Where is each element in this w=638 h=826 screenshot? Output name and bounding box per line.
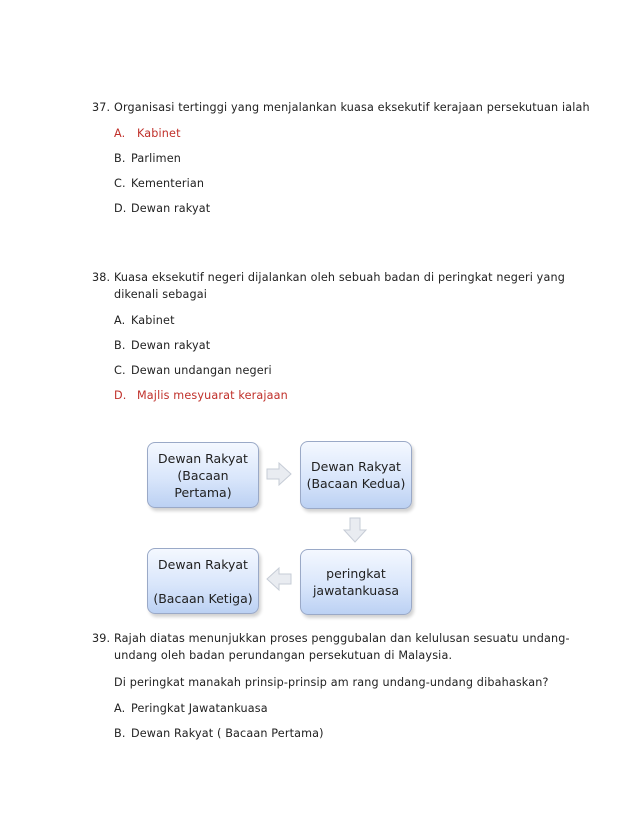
option-letter: B. <box>114 339 126 352</box>
question-number: 37. <box>92 101 111 114</box>
question-stem <box>92 630 592 664</box>
question-39 <box>92 630 592 741</box>
option-text: Dewan rakyat <box>131 339 211 352</box>
option-c[interactable] <box>114 363 592 378</box>
question-38 <box>92 269 592 403</box>
option-b[interactable] <box>114 726 592 741</box>
option-letter: B. <box>114 152 126 165</box>
question-text: Kuasa eksekutif negeri dijalankan oleh sebuah badan di peringkat negeri yang dikenali sebagai <box>114 271 565 301</box>
flow-box-committee-stage <box>300 549 412 615</box>
option-text: Dewan Rakyat ( Bacaan Pertama) <box>131 727 324 740</box>
question-stem <box>92 269 592 303</box>
flow-box-label: peringkat jawatankuasa <box>312 566 400 598</box>
question-number: 38. <box>92 271 111 284</box>
option-a[interactable] <box>114 701 592 716</box>
option-text: Dewan rakyat <box>131 202 211 215</box>
arrow-down-icon <box>342 517 368 543</box>
option-text: Dewan undangan negeri <box>131 364 272 377</box>
option-a[interactable] <box>114 126 592 141</box>
option-letter: A. <box>114 314 126 327</box>
option-c[interactable] <box>114 176 592 191</box>
option-text: Peringkat Jawatankuasa <box>131 702 268 715</box>
question-37 <box>92 99 592 216</box>
option-letter: B. <box>114 727 126 740</box>
flow-box-label: Dewan Rakyat (Bacaan Pertama) <box>158 450 248 500</box>
option-text: Parlimen <box>131 152 181 165</box>
option-d[interactable] <box>114 201 592 216</box>
flow-box-first-reading <box>147 442 259 508</box>
option-text: Kementerian <box>131 177 205 190</box>
question-stem <box>92 99 592 116</box>
flow-box-label: Dewan Rakyat (Bacaan Ketiga) <box>153 556 253 606</box>
option-text: Kabinet <box>131 314 175 327</box>
flow-box-label: Dewan Rakyat (Bacaan Kedua) <box>306 459 406 491</box>
option-a[interactable] <box>114 313 592 328</box>
question-text: Rajah diatas menunjukkan proses penggubalan dan kelulusan sesuatu undang-undang oleh badan perundangan persekutuan di Malaysia. <box>114 632 570 662</box>
option-b[interactable] <box>114 151 592 166</box>
question-text: Organisasi tertinggi yang menjalankan kuasa eksekutif kerajaan persekutuan ialah <box>114 101 590 114</box>
option-text: Majlis mesyuarat kerajaan <box>137 389 288 402</box>
question-number: 39. <box>92 632 111 645</box>
option-d[interactable] <box>114 388 592 403</box>
arrow-right-icon <box>266 461 292 487</box>
option-letter: A. <box>114 127 126 140</box>
flow-box-second-reading <box>300 441 412 509</box>
question-prompt: Di peringkat manakah prinsip-prinsip am rang undang-undang dibahaskan? <box>114 676 549 689</box>
option-letter: D. <box>114 202 127 215</box>
option-b[interactable] <box>114 338 592 353</box>
option-letter: D. <box>114 389 127 402</box>
option-text: Kabinet <box>137 127 181 140</box>
option-letter: A. <box>114 702 126 715</box>
flow-box-third-reading <box>147 548 259 614</box>
option-letter: C. <box>114 177 126 190</box>
arrow-left-icon <box>266 566 292 592</box>
option-letter: C. <box>114 364 126 377</box>
